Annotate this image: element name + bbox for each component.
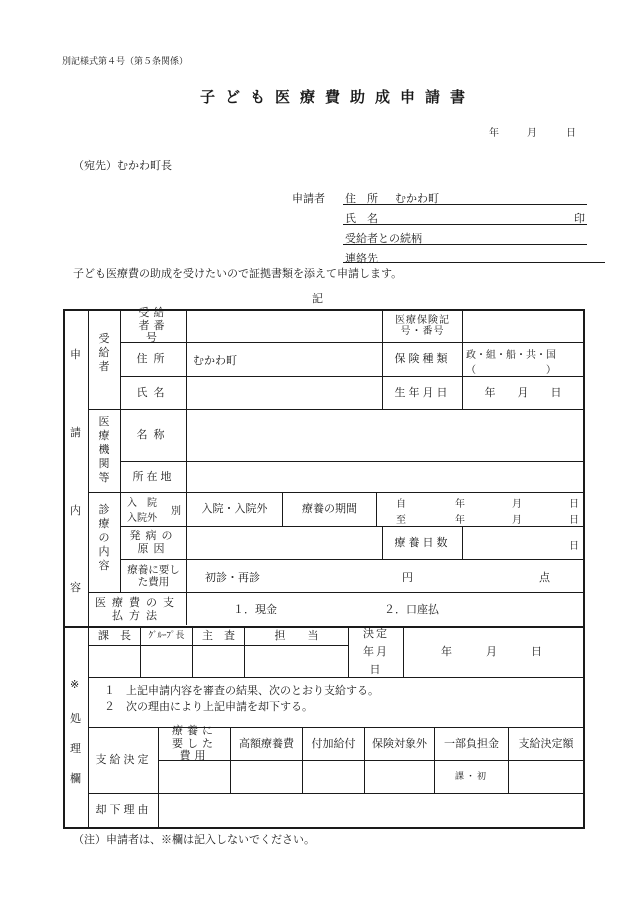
applicant-name-label: 氏 名 bbox=[345, 212, 378, 225]
address-underline bbox=[343, 204, 587, 205]
val-medical-cost[interactable] bbox=[159, 761, 230, 793]
processing-char-4: 欄 bbox=[70, 772, 81, 785]
section-char-4: 容 bbox=[70, 581, 81, 594]
cost-label: 療養に要した費用 bbox=[127, 563, 180, 588]
contact-underline bbox=[343, 262, 605, 263]
period-from-units[interactable]: 年 月 日 bbox=[455, 499, 588, 510]
processing-char-1: ※ bbox=[70, 678, 80, 691]
birth-label: 生年月日 bbox=[394, 385, 451, 399]
inpatient-label-2: 入院外 bbox=[127, 513, 157, 524]
applicant-relation-label: 受給者との続柄 bbox=[345, 232, 422, 245]
col-high-cost: 高額療養費 bbox=[239, 736, 294, 750]
rejection-field[interactable] bbox=[159, 794, 583, 827]
applicant-address-value[interactable]: むかわ町 bbox=[395, 192, 439, 205]
section-char-3: 内 bbox=[70, 504, 81, 517]
onset-label: 発病の原因 bbox=[129, 529, 178, 555]
insurance-number-label: 医療保険記号・番号 bbox=[395, 314, 450, 337]
rejection-label: 却下理由 bbox=[95, 803, 152, 817]
insurance-number-field[interactable] bbox=[463, 310, 583, 342]
val-additional-benefit[interactable] bbox=[303, 761, 364, 793]
col-additional-benefit: 付加給付 bbox=[311, 736, 356, 750]
days-label: 療養日数 bbox=[394, 535, 451, 549]
staff-label: 担 当 bbox=[274, 628, 319, 642]
period-to: 至 bbox=[396, 515, 406, 526]
insurance-type-label: 保険種類 bbox=[394, 352, 451, 366]
relation-underline bbox=[343, 244, 587, 245]
days-unit: 日 bbox=[569, 541, 579, 552]
date-month: 月 bbox=[527, 128, 537, 139]
period-from: 自 bbox=[396, 499, 406, 510]
processing-note-1: １ 上記申請内容を審査の結果、次のとおり支給する。 bbox=[104, 684, 379, 697]
payment-decision-label: 支給決定 bbox=[95, 753, 152, 767]
facility-name-label: 名称 bbox=[136, 428, 171, 442]
applicant-label: 申請者 bbox=[292, 192, 325, 205]
yen-unit: 円 bbox=[402, 571, 413, 584]
recipient-group-label: 受給者 bbox=[98, 332, 110, 373]
birth-value[interactable]: 年 月 日 bbox=[484, 385, 562, 399]
processing-note-2: ２ 次の理由により上記申請を却下する。 bbox=[104, 700, 313, 713]
facility-group-label: 医療機関等 bbox=[98, 415, 110, 484]
chief-label: 課 長 bbox=[98, 628, 131, 642]
points-unit: 点 bbox=[539, 571, 550, 584]
facility-location-field[interactable] bbox=[187, 462, 583, 492]
decision-date-value[interactable]: 年 月 日 bbox=[441, 644, 546, 658]
inpatient-value[interactable]: 入院・入院外 bbox=[201, 502, 268, 516]
footnote: （注）申請者は、※欄は記入しないでください。 bbox=[73, 833, 315, 846]
col-not-covered: 保険対象外 bbox=[372, 736, 427, 750]
processing-char-2: 処 bbox=[70, 712, 81, 725]
addressee: （宛先）むかわ町長 bbox=[73, 159, 172, 172]
inpatient-label-3: 別 bbox=[171, 506, 181, 517]
facility-name-field[interactable] bbox=[187, 410, 583, 461]
payment-option-cash[interactable]: １．現金 bbox=[233, 603, 277, 616]
inpatient-label-1: 入 院 bbox=[127, 498, 157, 509]
address-label: 住所 bbox=[136, 352, 171, 366]
val-copay[interactable]: 課・初 bbox=[454, 771, 488, 782]
ki-mark: 記 bbox=[312, 292, 323, 305]
visit-type[interactable]: 初診・再診 bbox=[205, 571, 260, 584]
address-value[interactable]: むかわ町 bbox=[193, 353, 237, 367]
supervisor-label: 主 査 bbox=[202, 628, 235, 642]
form-number: 別記様式第４号（第５条関係） bbox=[62, 57, 189, 67]
section-char-2: 請 bbox=[70, 426, 81, 439]
applicant-contact-label: 連絡先 bbox=[345, 252, 378, 265]
name-label: 氏名 bbox=[136, 385, 171, 399]
val-not-covered[interactable] bbox=[365, 761, 434, 793]
payment-label: 医療費の支払方法 bbox=[95, 595, 180, 622]
recipient-number-label: 受給者番号 bbox=[138, 306, 169, 345]
name-underline bbox=[343, 224, 587, 225]
insurance-paren[interactable]: （ ） bbox=[466, 365, 556, 376]
onset-field[interactable] bbox=[187, 527, 382, 559]
section-char-1: 申 bbox=[70, 348, 81, 361]
seal-mark: 印 bbox=[574, 212, 585, 225]
insurance-types[interactable]: 政・組・船・共・国 bbox=[466, 350, 556, 361]
date-year: 年 bbox=[489, 128, 499, 139]
name-field[interactable] bbox=[187, 377, 382, 409]
page-title: 子ども医療費助成申請書 bbox=[200, 88, 476, 106]
statement: 子ども医療費の助成を受けたいので証拠書類を添えて申請します。 bbox=[73, 267, 403, 280]
treatment-group-label: 診療の内容 bbox=[98, 503, 110, 572]
period-to-units[interactable]: 年 月 日 bbox=[455, 515, 588, 526]
facility-location-label: 所在地 bbox=[132, 469, 175, 483]
group-leader-label: ｸﾞﾙｰﾌﾟ長 bbox=[148, 630, 185, 641]
col-payment-amount: 支給決定額 bbox=[518, 736, 574, 750]
date-day: 日 bbox=[566, 128, 576, 139]
col-medical-cost: 療養に要した費用 bbox=[172, 724, 217, 763]
period-label: 療養の期間 bbox=[302, 502, 357, 516]
decision-date-label: 決定年月日 bbox=[363, 627, 389, 676]
val-payment-amount[interactable] bbox=[509, 761, 583, 793]
processing-char-3: 理 bbox=[70, 742, 81, 755]
payment-option-transfer[interactable]: ２．口座払 bbox=[384, 603, 439, 616]
recipient-number-field[interactable] bbox=[187, 310, 382, 342]
applicant-address-label: 住 所 bbox=[345, 192, 378, 205]
val-high-cost[interactable] bbox=[231, 761, 302, 793]
col-copay: 一部負担金 bbox=[444, 736, 499, 750]
